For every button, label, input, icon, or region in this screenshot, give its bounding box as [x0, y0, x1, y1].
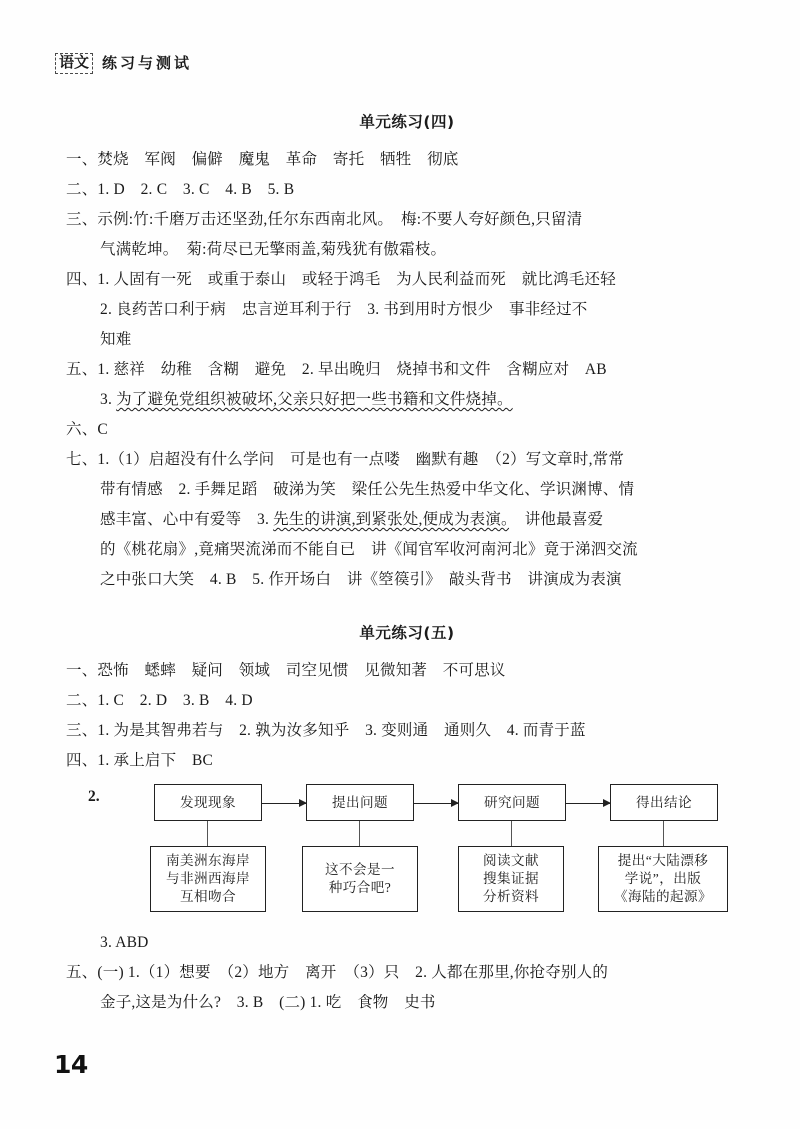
answer-line: 气满乾坤。 菊:荷尽已无擎雨盖,菊残犹有傲霜枝。	[100, 241, 447, 258]
answer-line: 四、1. 承上启下 BC	[66, 752, 214, 769]
answer-line: 三、1. 为是其智弗若与 2. 孰为汝多知乎 3. 变则通 通则久 4. 而青于蓝	[66, 722, 586, 739]
flow-connector-3	[511, 821, 512, 846]
flow-box-text: 南美洲东海岸	[166, 853, 250, 868]
answer-line: 七、1.（1）启超没有什么学问 可是也有一点喽 幽默有趣 （2）写文章时,常常	[66, 451, 625, 468]
flow-box-text: 提出问题	[332, 794, 388, 810]
answer-line: 六、C	[66, 421, 108, 438]
flow-top-box-2	[306, 784, 414, 821]
answer-line: 三、示例:竹:千磨万击还坚劲,任尔东西南北风。 梅:不要人夸好颜色,只留清	[66, 211, 583, 228]
answer-line: 二、1. D 2. C 3. C 4. B 5. B	[66, 181, 295, 198]
flow-top-box-4	[610, 784, 718, 821]
flow-box-text: 互相吻合	[180, 889, 236, 904]
unit-title-four: 单元练习(四)	[359, 113, 455, 131]
flow-bottom-box-2	[302, 846, 418, 912]
book-title: 练习与测试	[102, 54, 193, 72]
flow-box-text: 种巧合吧?	[328, 880, 392, 895]
flow-arrow-2	[414, 803, 458, 804]
answer-line: 一、恐怖 蟋蟀 疑问 领域 司空见惯 见微知著 不可思议	[66, 662, 506, 679]
answer-line: 的《桃花扇》,竟痛哭流涕而不能自已 讲《闻官军收河南河北》竟于涕泗交流	[100, 541, 638, 558]
answer-item-number: 3.	[100, 391, 117, 408]
inquiry-flowchart	[66, 782, 738, 928]
subject-badge: 语文	[55, 53, 93, 74]
flow-box-text: 这不会是一	[325, 862, 395, 877]
unit-title-five: 单元练习(五)	[359, 624, 455, 642]
flow-box-text: 搜集证据	[483, 871, 539, 886]
flow-box-text: 得出结论	[636, 794, 692, 810]
flowchart-item-number: 2.	[88, 788, 100, 805]
answer-line: 知难	[100, 331, 132, 348]
answer-line: 3. ABD	[100, 934, 149, 951]
answer-line	[66, 385, 738, 415]
flow-box-text: 学说”，出版	[624, 871, 702, 886]
flow-box-text: 研究问题	[484, 794, 540, 810]
flow-arrow-3	[566, 803, 610, 804]
page-content	[66, 110, 738, 1018]
flow-box-text: 分析资料	[483, 889, 539, 904]
flow-connector-1	[207, 821, 208, 846]
flow-bottom-box-3	[458, 846, 564, 912]
flow-connector-4	[663, 821, 664, 846]
flow-box-text: 发现现象	[180, 794, 236, 810]
answer-line: 金子,这是为什么? 3. B (二) 1. 吃 食物 史书	[100, 994, 436, 1011]
answer-line-tail: 讲他最喜爱	[509, 511, 604, 528]
page-number: 14	[54, 1050, 88, 1079]
flow-box-text: 提出“大陆漂移	[617, 853, 709, 868]
flow-bottom-box-4	[598, 846, 728, 912]
answer-line: 五、1. 慈祥 幼稚 含糊 避免 2. 早出晚归 烧掉书和文件 含糊应对 AB	[66, 361, 607, 378]
flow-arrow-1	[262, 803, 306, 804]
answer-item-number: 感丰富、心中有爱等 3.	[100, 511, 274, 528]
wavy-underlined-answer: 为了避免党组织被破坏,父亲只好把一些书籍和文件烧掉。	[116, 391, 513, 408]
running-header	[55, 52, 192, 74]
answer-line: 二、1. C 2. D 3. B 4. D	[66, 692, 253, 709]
answer-line: 四、1. 人固有一死 或重于泰山 或轻于鸿毛 为人民利益而死 就比鸿毛还轻	[66, 271, 616, 288]
flow-box-text: 与非洲西海岸	[166, 871, 250, 886]
answer-line: 2. 良药苦口利于病 忠言逆耳利于行 3. 书到用时方恨少 事非经过不	[100, 301, 588, 318]
flow-top-box-1	[154, 784, 262, 821]
flow-box-text: 《海陆的起源》	[614, 889, 712, 904]
answer-line: 带有情感 2. 手舞足蹈 破涕为笑 梁任公先生热爱中华文化、学识渊博、情	[100, 481, 635, 498]
wavy-underlined-answer: 先生的讲演,到紧张处,便成为表演。	[273, 511, 510, 528]
flow-box-text: 阅读文献	[483, 853, 539, 868]
answer-line	[66, 505, 738, 535]
answer-line: 一、焚烧 军阀 偏僻 魔鬼 革命 寄托 牺牲 彻底	[66, 151, 459, 168]
flow-top-box-3	[458, 784, 566, 821]
answer-line: 之中张口大笑 4. B 5. 作开场白 讲《箜篌引》 敲头背书 讲演成为表演	[100, 571, 622, 588]
flow-bottom-box-1	[150, 846, 266, 912]
flow-connector-2	[359, 821, 360, 846]
answer-line: 五、(一) 1.（1）想要 （2）地方 离开 （3）只 2. 人都在那里,你抢夺别人的	[66, 964, 609, 981]
